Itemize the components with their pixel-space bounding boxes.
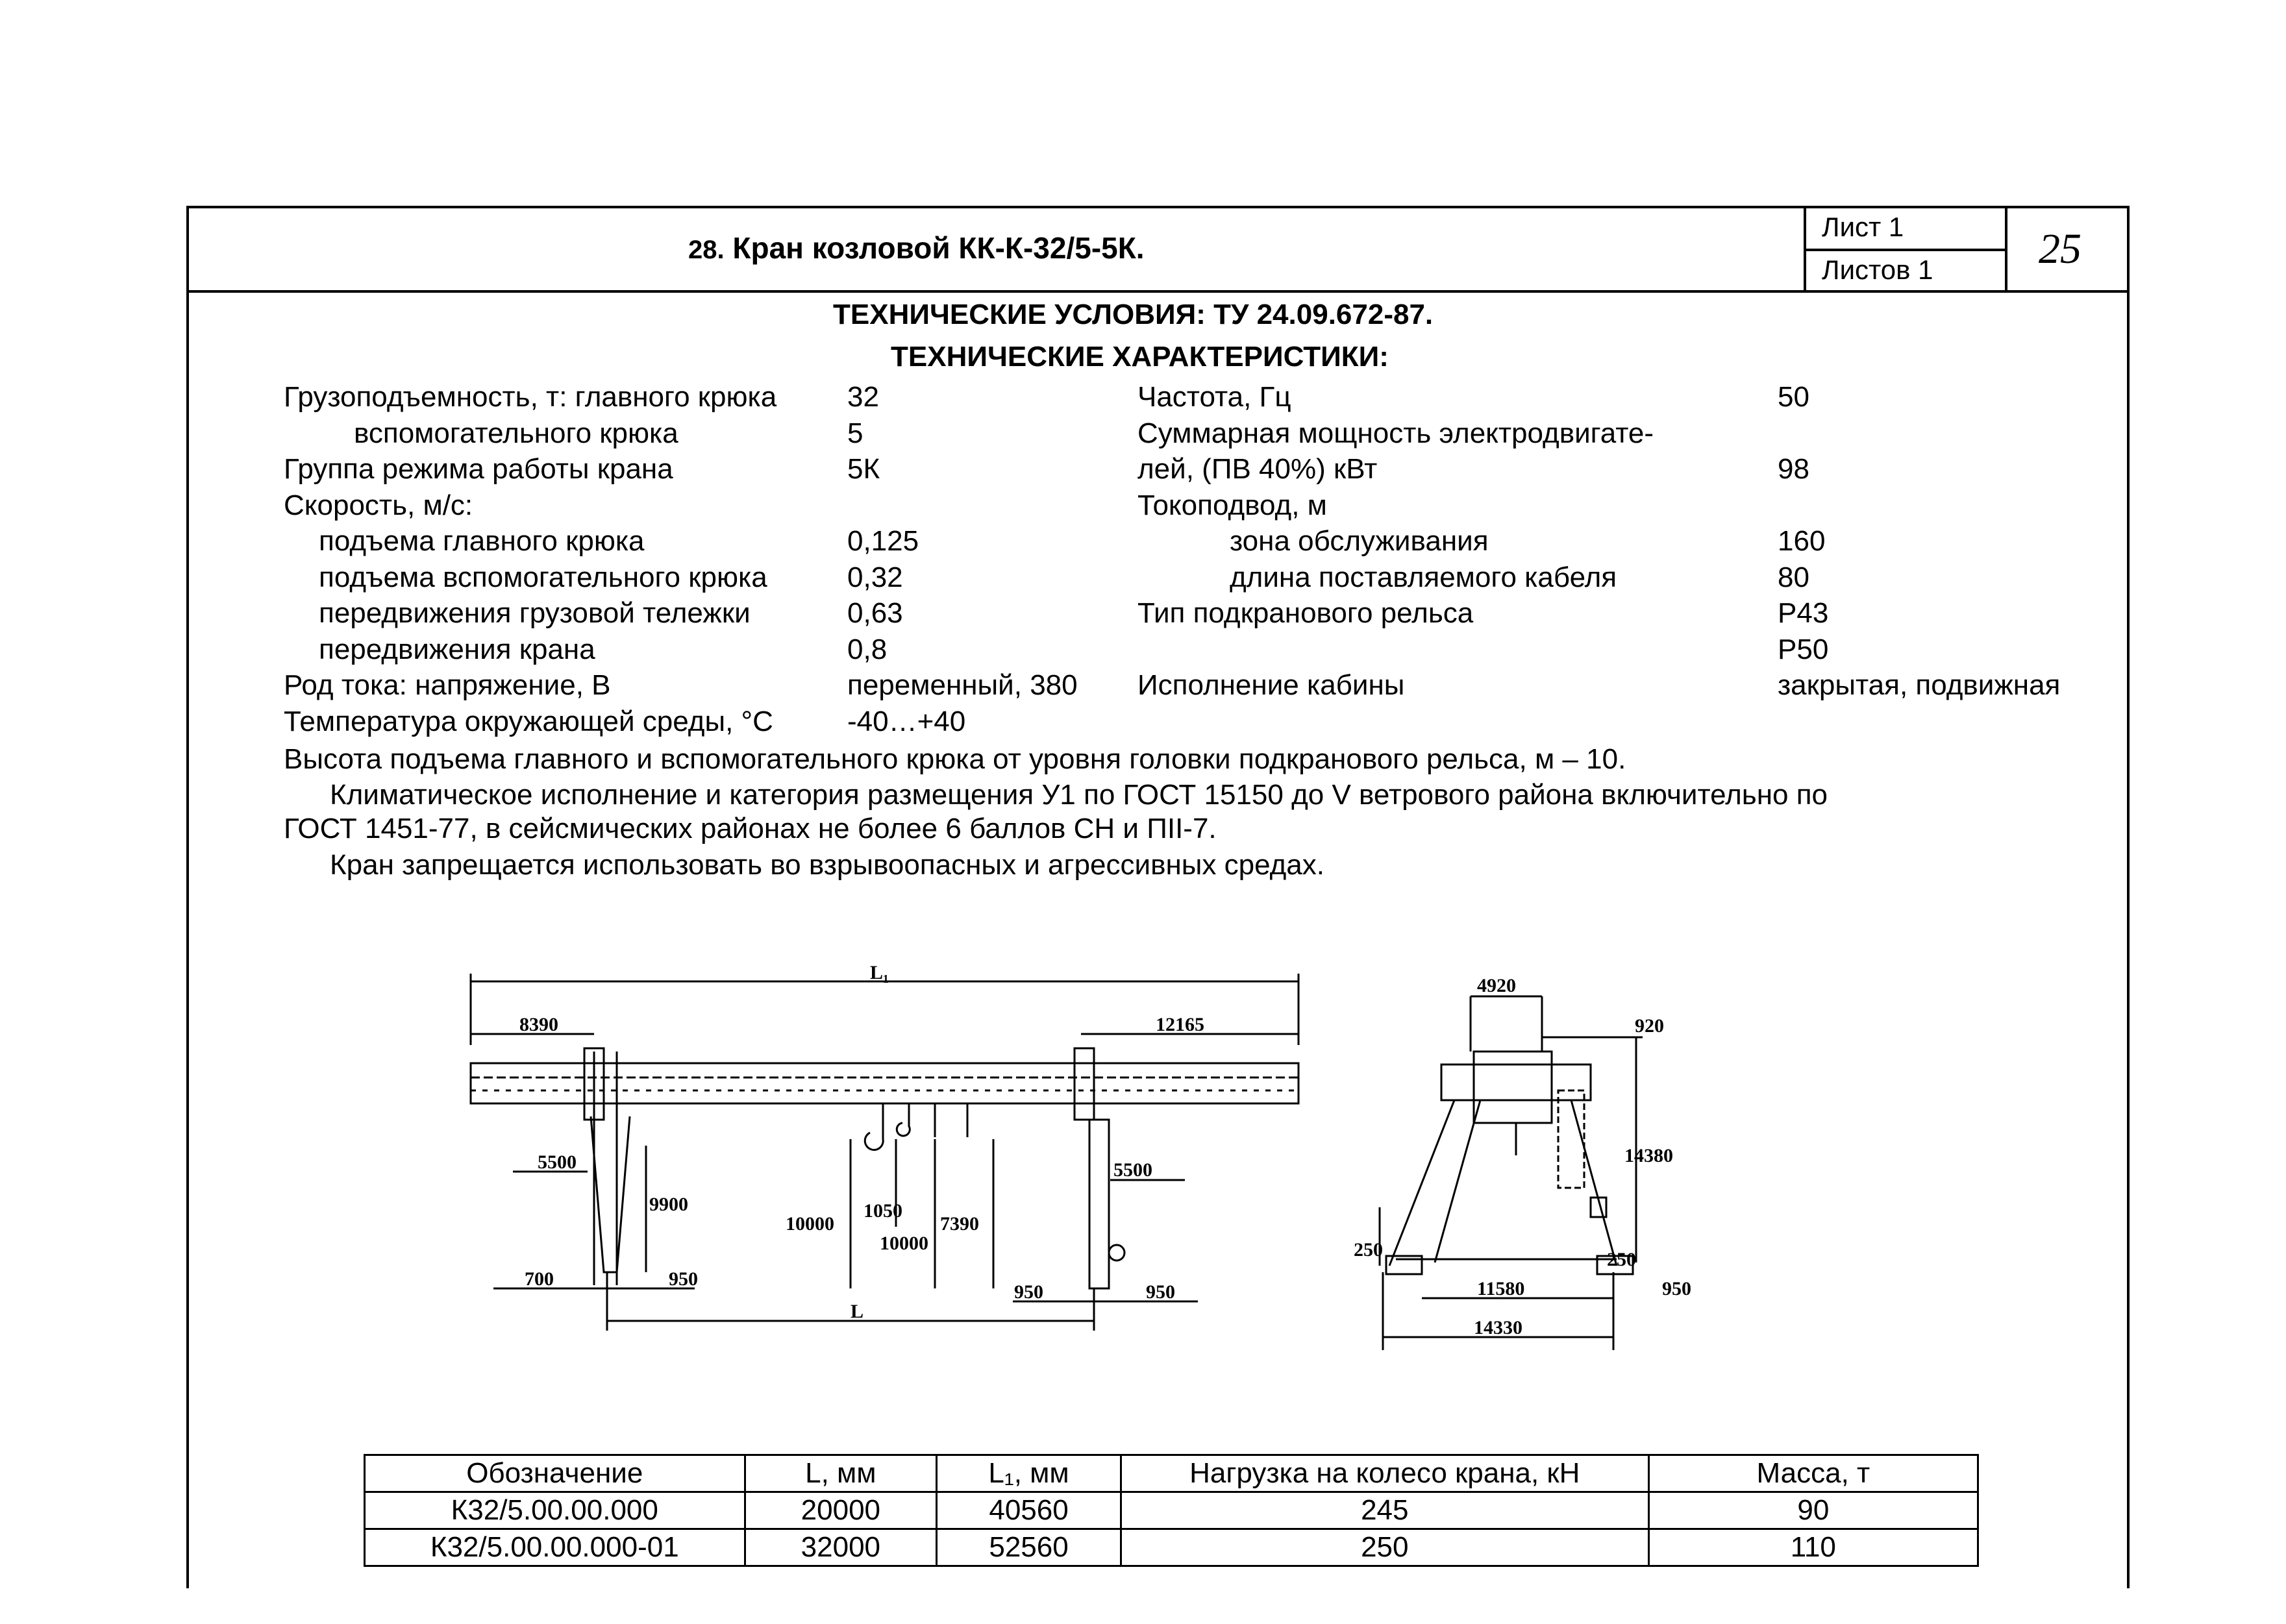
sheet-label: Лист 1 <box>1822 212 1904 242</box>
spec-label: Частота, Гц <box>1137 381 1291 413</box>
main-hook <box>865 1103 883 1150</box>
col-header-l: L, мм <box>745 1455 937 1492</box>
label-10000b: 10000 <box>880 1233 928 1254</box>
table-cell: 52560 <box>937 1529 1121 1566</box>
header-cell-split <box>1804 249 2006 251</box>
spec-label: Грузоподъемность, т: главного крюка <box>284 381 777 413</box>
left-leg-inner <box>1435 1100 1480 1262</box>
table-row <box>365 1529 1978 1566</box>
spec-value: 0,32 <box>847 561 903 593</box>
spec-label: Тип подкранового рельса <box>1137 597 1474 629</box>
spec-value: -40…+40 <box>847 705 966 737</box>
table-cell: 40560 <box>937 1492 1121 1529</box>
technical-conditions: ТЕХНИЧЕСКИЕ УСЛОВИЯ: ТУ 24.09.672-87. <box>833 299 1434 330</box>
label-9900: 9900 <box>649 1194 688 1215</box>
label-250b: 250 <box>1607 1249 1636 1270</box>
sheets-label: Листов 1 <box>1822 254 1933 285</box>
spec-label: Род тока: напряжение, В <box>284 669 611 701</box>
modification-table <box>364 1454 1979 1567</box>
spec-label: лей, (ПВ 40%) кВт <box>1137 453 1378 485</box>
spec-value: 5К <box>847 453 880 485</box>
label-14330: 14330 <box>1474 1317 1522 1338</box>
header-divider <box>186 290 2130 293</box>
label-950c: 950 <box>1146 1281 1175 1303</box>
table-row <box>365 1492 1978 1529</box>
label-l1: L₁ <box>870 962 889 983</box>
left-leg <box>591 1116 630 1272</box>
spec-value: закрытая, подвижная <box>1778 669 2061 701</box>
spec-value: 0,63 <box>847 597 903 629</box>
spec-label: зона обслуживания <box>1230 525 1489 557</box>
label-5500a: 5500 <box>538 1151 577 1173</box>
label-8390: 8390 <box>519 1014 558 1035</box>
spec-label: подъема вспомогательного крюка <box>319 561 767 593</box>
table-cell: 90 <box>1648 1492 1978 1529</box>
spec-label: передвижения грузовой тележки <box>319 597 751 629</box>
table-cell: 20000 <box>745 1492 937 1529</box>
col-header-l1: L₁, мм <box>937 1455 1121 1492</box>
characteristics-title: ТЕХНИЧЕСКИЕ ХАРАКТЕРИСТИКИ: <box>891 341 1389 373</box>
crane-end-view-drawing <box>1354 967 1721 1370</box>
spec-value: 50 <box>1778 381 1809 413</box>
spec-value: 0,8 <box>847 633 888 665</box>
spec-value: 32 <box>847 381 879 413</box>
table-header-row <box>365 1455 1978 1492</box>
aux-hook <box>897 1103 910 1136</box>
label-250a: 250 <box>1354 1239 1383 1261</box>
spec-value: переменный, 380 <box>847 669 1078 701</box>
label-4920: 4920 <box>1477 975 1516 996</box>
trolley-frame <box>1441 1064 1591 1100</box>
label-950b: 950 <box>1014 1281 1043 1303</box>
label-5500b: 5500 <box>1113 1159 1152 1181</box>
spec-value: Р43 <box>1778 597 1829 629</box>
spec-value: 160 <box>1778 525 1826 557</box>
label-700: 700 <box>525 1268 554 1290</box>
spec-value: 0,125 <box>847 525 919 557</box>
climate-text-1: Климатическое исполнение и категория размещения У1 по ГОСТ 15150 до V ветрового района включительно по <box>330 779 1828 811</box>
table-cell: К32/5.00.00.000 <box>365 1492 745 1529</box>
label-920: 920 <box>1635 1015 1664 1037</box>
label-14380: 14380 <box>1624 1145 1673 1166</box>
label-950a: 950 <box>669 1268 698 1290</box>
col-header-wheel-load: Нагрузка на колесо крана, кН <box>1121 1455 1648 1492</box>
table-cell: 110 <box>1648 1529 1978 1566</box>
page-title <box>688 230 1145 265</box>
spec-value: 80 <box>1778 561 1809 593</box>
spec-label: передвижения крана <box>319 633 595 665</box>
right-leg <box>1571 1100 1617 1266</box>
label-1050: 1050 <box>863 1200 902 1222</box>
table-cell: 245 <box>1121 1492 1648 1529</box>
table-cell: 32000 <box>745 1529 937 1566</box>
crane-side-view-drawing <box>454 962 1324 1357</box>
label-l: L <box>851 1301 864 1322</box>
label-10000a: 10000 <box>786 1213 834 1235</box>
trolley <box>1474 1052 1552 1123</box>
spec-label: Токоподвод, м <box>1137 489 1327 521</box>
page-number: 25 <box>2039 225 2081 273</box>
label-7390: 7390 <box>940 1213 979 1235</box>
title-text: Кран козловой КК-К-32/5-5К. <box>732 231 1145 265</box>
lift-height-text: Высота подъема главного и вспомогательного крюка от уровня головки подкранового рельса, м – 10. <box>284 743 1626 775</box>
spec-value: 98 <box>1778 453 1809 485</box>
label-11580: 11580 <box>1477 1278 1525 1299</box>
col-header-designation: Обозначение <box>365 1455 745 1492</box>
spec-label: подъема главного крюка <box>319 525 645 557</box>
table-cell: 250 <box>1121 1529 1648 1566</box>
spec-value: 5 <box>847 417 863 449</box>
item-number: 28. <box>688 236 725 264</box>
spec-label: длина поставляемого кабеля <box>1230 561 1617 593</box>
col-header-mass: Масса, т <box>1648 1455 1978 1492</box>
spec-label: Исполнение кабины <box>1137 669 1405 701</box>
spec-label: Суммарная мощность электродвигате- <box>1137 417 1654 449</box>
table-cell: К32/5.00.00.000-01 <box>365 1529 745 1566</box>
spec-label: Скорость, м/с: <box>284 489 473 521</box>
spec-label: Температура окружающей среды, °С <box>284 705 773 737</box>
right-leg-flange <box>1075 1048 1094 1120</box>
climate-text-2: ГОСТ 1451-77, в сейсмических районах не более 6 баллов СН и ПII-7. <box>284 813 1217 844</box>
spec-label: Группа режима работы крана <box>284 453 673 485</box>
label-950: 950 <box>1662 1278 1691 1299</box>
left-leg <box>1389 1100 1454 1266</box>
spec-label: вспомогательного крюка <box>354 417 678 449</box>
cabin-wheel <box>1109 1245 1124 1261</box>
spec-value: Р50 <box>1778 633 1829 665</box>
label-12165: 12165 <box>1156 1014 1204 1035</box>
restriction-text: Кран запрещается использовать во взрывоопасных и агрессивных средах. <box>330 849 1324 881</box>
right-leg <box>1089 1120 1109 1288</box>
ladder <box>1558 1090 1584 1188</box>
